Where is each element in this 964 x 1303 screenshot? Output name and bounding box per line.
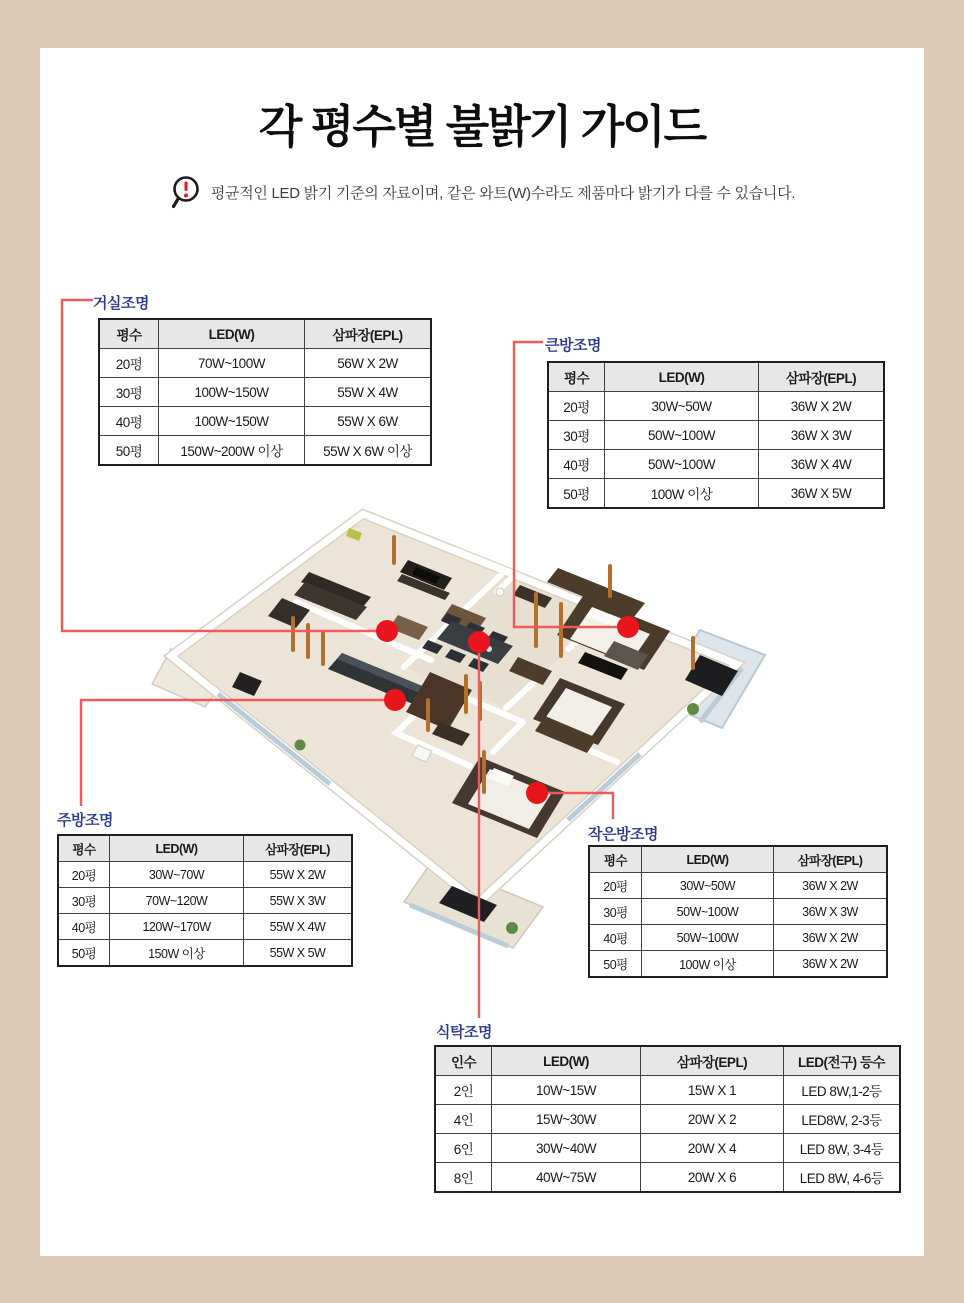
- table-row: [589, 951, 887, 978]
- table-cell: 150W 이상: [110, 940, 244, 967]
- table-cell: 50W~100W: [605, 450, 759, 479]
- table-cell: 36W X 3W: [774, 899, 888, 925]
- table-row: [548, 479, 884, 509]
- table-cell: 56W X 2W: [305, 349, 432, 378]
- column-header: LED(W): [642, 846, 774, 873]
- notice: [0, 174, 964, 210]
- table-row: [589, 873, 887, 899]
- table-cell: 20평: [58, 862, 110, 888]
- column-header: 삼파장(EPL): [774, 846, 888, 873]
- table-cell: 100W~150W: [159, 378, 305, 407]
- table-header-row: [548, 362, 884, 392]
- table-cell: 55W X 6W: [305, 407, 432, 436]
- table-cell: 55W X 4W: [305, 378, 432, 407]
- column-header: 삼파장(EPL): [641, 1046, 784, 1076]
- table-row: [58, 940, 352, 967]
- page-title: 각 평수별 불밝기 가이드: [258, 101, 706, 152]
- table-cell: 2인: [435, 1076, 492, 1105]
- column-header: LED(W): [605, 362, 759, 392]
- column-header: 삼파장(EPL): [759, 362, 885, 392]
- table-cell: 36W X 2W: [774, 873, 888, 899]
- table-header-row: [589, 846, 887, 873]
- table-cell: 30W~50W: [605, 392, 759, 421]
- table-header-row: [99, 319, 431, 349]
- table-row: [58, 888, 352, 914]
- table-row: [58, 914, 352, 940]
- table-cell: 4인: [435, 1105, 492, 1134]
- table-cell: 36W X 2W: [759, 392, 885, 421]
- table-row: [589, 925, 887, 951]
- column-header: LED(W): [492, 1046, 641, 1076]
- table-cell: 30W~50W: [642, 873, 774, 899]
- living-room-table: [98, 318, 432, 466]
- table-cell: LED 8W, 3-4등: [784, 1134, 901, 1163]
- table-cell: 120W~170W: [110, 914, 244, 940]
- table-cell: 30평: [589, 899, 642, 925]
- table-row: [435, 1076, 900, 1105]
- table-cell: 20평: [589, 873, 642, 899]
- column-header: LED(W): [159, 319, 305, 349]
- table-cell: 50평: [548, 479, 605, 509]
- table-cell: 40평: [548, 450, 605, 479]
- table-cell: 36W X 2W: [774, 951, 888, 978]
- column-header: 평수: [99, 319, 159, 349]
- table-cell: 36W X 4W: [759, 450, 885, 479]
- table-cell: 55W X 5W: [244, 940, 353, 967]
- table-cell: 40평: [589, 925, 642, 951]
- small-room-table: [588, 845, 888, 978]
- table-cell: 10W~15W: [492, 1076, 641, 1105]
- table-cell: 50평: [58, 940, 110, 967]
- table-cell: 100W 이상: [605, 479, 759, 509]
- table-cell: 20W X 4: [641, 1134, 784, 1163]
- table-cell: 50평: [589, 951, 642, 978]
- table-cell: 40평: [58, 914, 110, 940]
- table-cell: 30W~70W: [110, 862, 244, 888]
- table-row: [99, 436, 431, 466]
- table-cell: 6인: [435, 1134, 492, 1163]
- table-cell: 50W~100W: [642, 925, 774, 951]
- table-cell: 8인: [435, 1163, 492, 1193]
- table-cell: 70W~120W: [110, 888, 244, 914]
- table-row: [589, 899, 887, 925]
- table-cell: 55W X 6W 이상: [305, 436, 432, 466]
- table-row: [58, 862, 352, 888]
- table-cell: 70W~100W: [159, 349, 305, 378]
- table-cell: 20평: [99, 349, 159, 378]
- column-header: 삼파장(EPL): [244, 835, 353, 862]
- table-cell: 150W~200W 이상: [159, 436, 305, 466]
- table-row: [548, 421, 884, 450]
- table-cell: 55W X 4W: [244, 914, 353, 940]
- living-room-label: 거실조명: [93, 295, 149, 312]
- kitchen-table: [57, 834, 353, 967]
- notice-text: 평균적인 LED 밝기 기준의 자료이며, 같은 와트(W)수라도 제품마다 밝기가 다를 수 있습니다.: [210, 184, 796, 202]
- table-row: [548, 392, 884, 421]
- table-cell: LED 8W, 4-6등: [784, 1163, 901, 1193]
- magnifier-exclamation-icon: [169, 174, 203, 210]
- dining-table: [434, 1045, 901, 1193]
- table-row: [99, 349, 431, 378]
- table-cell: 36W X 2W: [774, 925, 888, 951]
- big-room-label: 큰방조명: [545, 337, 601, 354]
- table-row: [548, 450, 884, 479]
- table-cell: LED 8W,1-2등: [784, 1076, 901, 1105]
- column-header: 평수: [548, 362, 605, 392]
- table-row: [435, 1105, 900, 1134]
- table-cell: 55W X 3W: [244, 888, 353, 914]
- table-cell: 15W~30W: [492, 1105, 641, 1134]
- table-cell: LED8W, 2-3등: [784, 1105, 901, 1134]
- column-header: 삼파장(EPL): [305, 319, 432, 349]
- table-cell: 30W~40W: [492, 1134, 641, 1163]
- table-cell: 30평: [99, 378, 159, 407]
- column-header: 인수: [435, 1046, 492, 1076]
- dining-label: 식탁조명: [436, 1024, 492, 1041]
- table-row: [99, 407, 431, 436]
- small-room-label: 작은방조명: [588, 826, 658, 843]
- big-room-table: [547, 361, 885, 509]
- table-cell: 50평: [99, 436, 159, 466]
- table-cell: 20W X 2: [641, 1105, 784, 1134]
- column-header: 평수: [58, 835, 110, 862]
- table-cell: 100W 이상: [642, 951, 774, 978]
- table-row: [435, 1163, 900, 1193]
- table-cell: 40W~75W: [492, 1163, 641, 1193]
- table-cell: 40평: [99, 407, 159, 436]
- column-header: 평수: [589, 846, 642, 873]
- table-header-row: [435, 1046, 900, 1076]
- table-cell: 36W X 3W: [759, 421, 885, 450]
- table-cell: 30평: [548, 421, 605, 450]
- table-row: [99, 378, 431, 407]
- table-cell: 30평: [58, 888, 110, 914]
- table-cell: 50W~100W: [642, 899, 774, 925]
- column-header: LED(W): [110, 835, 244, 862]
- table-row: [435, 1134, 900, 1163]
- kitchen-label: 주방조명: [57, 812, 113, 829]
- table-cell: 20평: [548, 392, 605, 421]
- table-cell: 36W X 5W: [759, 479, 885, 509]
- table-cell: 15W X 1: [641, 1076, 784, 1105]
- column-header: LED(전구) 등수: [784, 1046, 901, 1076]
- table-cell: 100W~150W: [159, 407, 305, 436]
- table-header-row: [58, 835, 352, 862]
- table-cell: 50W~100W: [605, 421, 759, 450]
- table-cell: 20W X 6: [641, 1163, 784, 1193]
- table-cell: 55W X 2W: [244, 862, 353, 888]
